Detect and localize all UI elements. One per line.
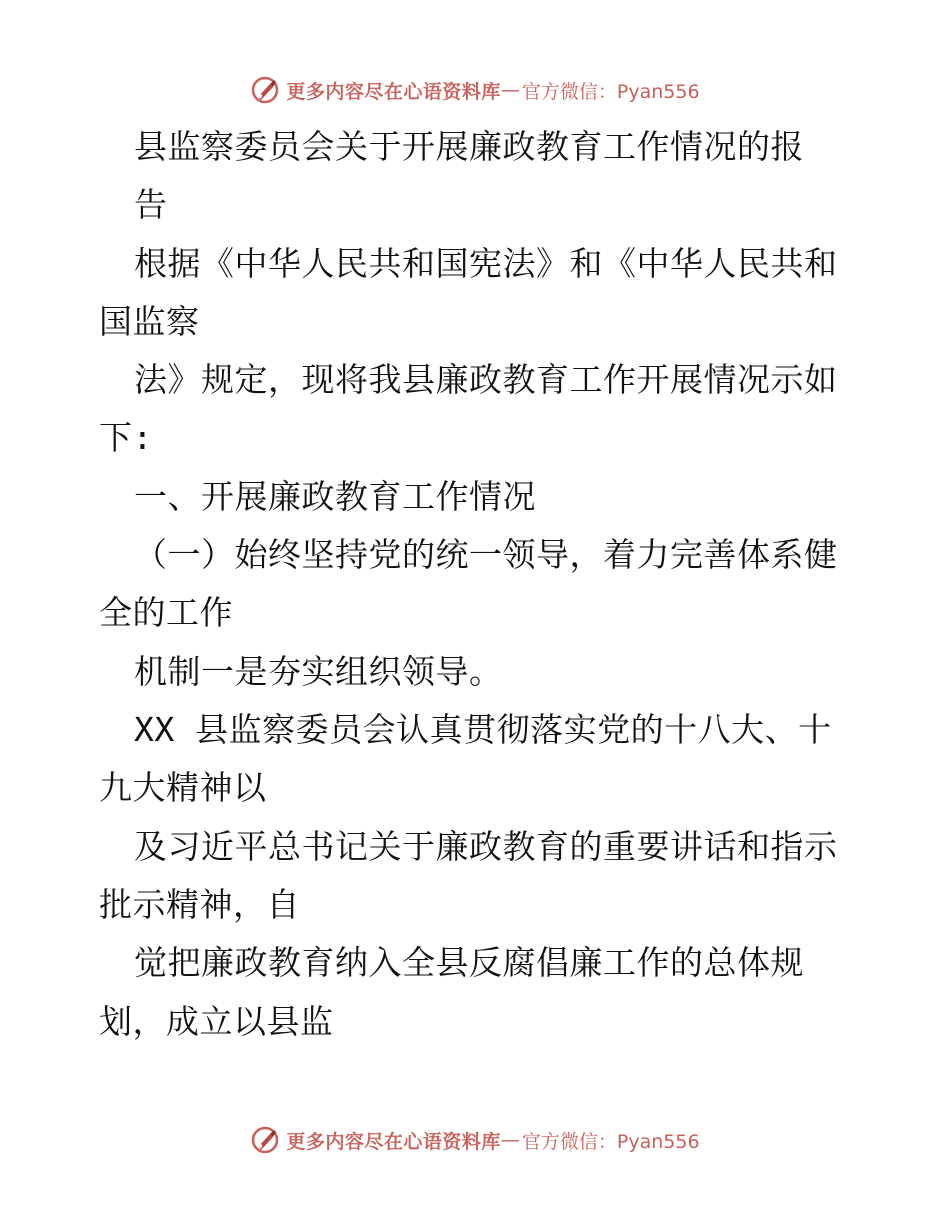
watermark-text: 更多内容尽在心语资料库 [286, 80, 501, 103]
watermark-text: 更多内容尽在心语资料库 [286, 1130, 501, 1153]
footer-watermark [0, 1120, 950, 1160]
doc-title-line-2: 告 [134, 185, 168, 224]
header-watermark [0, 70, 950, 110]
watermark-separator: — [500, 79, 520, 101]
doc-paragraph-line: 法》规定，现将我县廉政教育工作开展情况示如 [134, 360, 838, 399]
doc-paragraph-line: XX 县监察委员会认真贯彻落实党的十八大、十 [134, 710, 832, 749]
doc-paragraph-line: 觉把廉政教育纳入全县反腐倡廉工作的总体规 [134, 943, 804, 982]
doc-paragraph-line: 国监察 [99, 302, 200, 341]
doc-paragraph-line: 根据《中华人民共和国宪法》和《中华人民共和 [134, 244, 838, 283]
pen-seal-logo-icon [250, 1125, 280, 1155]
doc-paragraph-line: 批示精神，自 [99, 885, 300, 924]
doc-paragraph-line: 及习近平总书记关于廉政教育的重要讲话和指示 [134, 827, 838, 866]
doc-title-line-1: 县监察委员会关于开展廉政教育工作情况的报 [134, 127, 804, 166]
doc-section-heading: 一、开展廉政教育工作情况 [134, 477, 536, 516]
doc-paragraph-line: 机制一是夯实组织领导。 [134, 652, 503, 691]
doc-paragraph-line: 九大精神以 [99, 768, 267, 807]
pen-seal-logo-icon [250, 75, 280, 105]
watermark-separator: — [500, 1129, 520, 1151]
doc-subsection-heading: （一）始终坚持党的统一领导，着力完善体系健 [134, 535, 838, 574]
doc-paragraph-line: 划，成立以县监 [99, 1002, 334, 1041]
doc-paragraph-line: 下: [99, 418, 153, 457]
watermark-wechat: 官方微信：Pyan556 [521, 80, 700, 103]
doc-paragraph-line: 全的工作 [99, 593, 233, 632]
watermark-wechat: 官方微信：Pyan556 [521, 1130, 700, 1153]
